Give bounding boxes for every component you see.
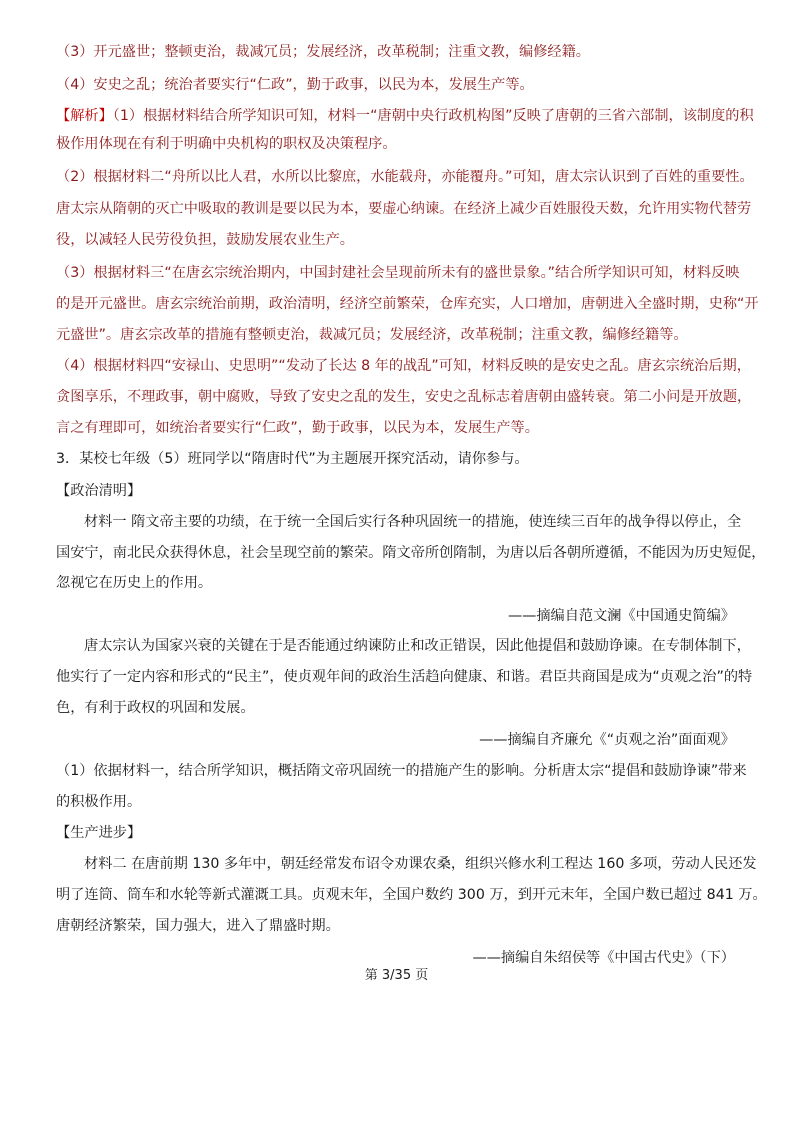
material-2-line1: 材料二 在唐前期 130 多年中，朝廷经常发布诏令劝课农桑，组织兴修水利工程达 160 多项，劳动人民还发 (84, 856, 757, 872)
analysis-p2-line2: 唐太宗从隋朝的灭亡中吸取的教训是要以民为本，要虚心纳谏。在经济上减少百姓服役天数，允许用实物代替劳 (56, 201, 752, 217)
material-1-line1: 材料一 隋文帝主要的功绩，在于统一全国后实行各种巩固统一的措施，使连续三百年的战争得以停止，全 (84, 514, 742, 530)
answer-4: （4）安史之乱；统治者要实行“仁政”，勤于政事，以民为本，发展生产等。 (56, 77, 534, 93)
material-2-source: ——摘编自朱绍侯等《中国古代史》（下） (472, 950, 735, 966)
analysis-p3-line3: 元盛世”。唐玄宗改革的措施有整顿吏治，裁减冗员；发展经济，改革税制；注重文教，编修经籍等。 (56, 327, 688, 343)
material-1b-source: ——摘编自齐廉允《“贞观之治”面面观》 (479, 732, 735, 748)
material-1b-line3: 色，有利于政权的巩固和发展。 (56, 700, 255, 716)
analysis-p4-line2: 贪图享乐，不理政事，朝中腐败，导致了安史之乱的发生，安史之乱标志着唐朝由盛转衰。第二小问是开放题， (56, 389, 752, 405)
analysis-p3-line1: （3）根据材料三“在唐玄宗统治期内，中国封建社会呈现前所未有的盛世景象。”结合所学知识可知，材料反映 (56, 265, 740, 281)
analysis-p1-line2: 极作用体现在有利于明确中央机构的职权及决策程序。 (56, 136, 397, 152)
material-1b-line2: 他实行了一定内容和形式的“民主”，使贞观年间的政治生活趋向健康、和谐。君臣共商国是成为“贞观之治”的特 (56, 669, 753, 685)
answer-3: （3）开元盛世；整顿吏治，裁减冗员；发展经济，改革税制；注重文教，编修经籍。 (56, 44, 590, 60)
material-1-source: ——摘编自范文澜《中国通史简编》 (507, 608, 735, 624)
page-number: 第 3/35 页 (364, 968, 429, 983)
analysis-p4-line3: 言之有理即可，如统治者要实行“仁政”，勤于政事，以民为本，发展生产等。 (56, 420, 539, 436)
section-title-production: 【生产进步】 (56, 825, 142, 841)
analysis-p2-line1: （2）根据材料二“舟所以比人君，水所以比黎庶，水能载舟，亦能覆舟。”可知，唐太宗认识到了百姓的重要性。 (56, 169, 754, 185)
analysis-tag: 【解析】 (56, 108, 113, 124)
analysis-p3-line2: 的是开元盛世。唐玄宗统治前期，政治清明，经济空前繁荣，仓库充实，人口增加，唐朝进入全盛时期，史称“开 (56, 296, 759, 312)
material-1b-line1: 唐太宗认为国家兴衰的关键在于是否能通过纳谏防止和改正错误，因此他提倡和鼓励诤谏。在专制体制下， (84, 638, 751, 654)
section-title-politics: 【政治清明】 (56, 483, 142, 499)
material-2-line3: 唐朝经济繁荣，国力强大，进入了鼎盛时期。 (56, 918, 340, 934)
material-1-line2: 国安宁，南北民众获得休息，社会呈现空前的繁荣。隋文帝所创隋制，为唐以后各朝所遵循，不能因为历史短促， (56, 545, 766, 561)
question-3-stem: 3．某校七年级（5）班同学以“隋唐时代”为主题展开探究活动，请你参与。 (56, 451, 529, 467)
sub-question-1-line2: 的积极作用。 (56, 794, 142, 810)
analysis-p2-line3: 役，以减轻人民劳役负担，鼓励发展农业生产。 (56, 232, 354, 248)
sub-question-1-line1: （1）依据材料一，结合所学知识，概括隋文帝巩固统一的措施产生的影响。分析唐太宗“提倡和鼓励诤谏”带来 (56, 763, 747, 779)
analysis-p4-line1: （4）根据材料四“安禄山、史思明”“发动了长达 8 年的战乱”可知，材料反映的是安史之乱。唐玄宗统治后期， (56, 358, 751, 374)
analysis-p1-line1: 【解析】（1）根据材料结合所学知识可知，材料一“唐朝中央行政机构图”反映了唐朝的三省六部制，该制度的积 (56, 108, 754, 124)
material-1-line3: 忽视它在历史上的作用。 (56, 575, 213, 591)
material-2-line2: 明了连筒、筒车和水轮等新式灌溉工具。贞观末年，全国户数约 300 万，到开元末年，全国户数已超过 841 万。 (56, 887, 767, 903)
